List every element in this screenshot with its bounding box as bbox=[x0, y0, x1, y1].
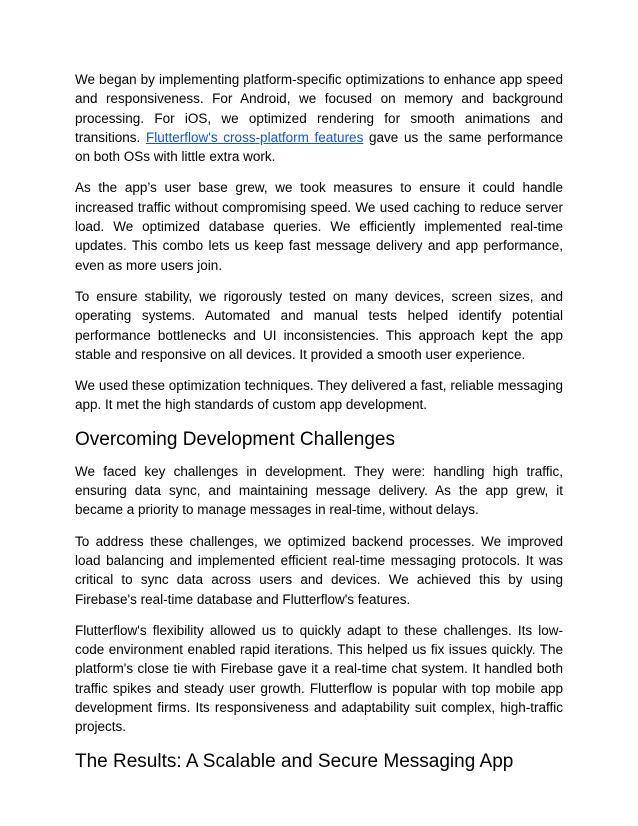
flutterflow-cross-platform-link[interactable]: Flutterflow's cross-platform features bbox=[146, 129, 364, 145]
heading-overcoming-challenges: Overcoming Development Challenges bbox=[75, 428, 395, 450]
paragraph-scaling-traffic: As the app’s user base grew, we took measures to ensure it could handle increased traffic without compromising speed. We used caching to reduce server load. We optimized database queries. We efficiently implemented real-time updates. This combo lets us keep fast message delivery and app performance, even as more users join. bbox=[75, 180, 563, 273]
paragraph-testing-stability: To ensure stability, we rigorously tested on many devices, screen sizes, and operating systems. Automated and manual tests helped identify potential performance bottlenecks and UI inconsistencies. This approach kept the app stable and responsive on all devices. It provided a smooth user experience. bbox=[75, 288, 563, 362]
paragraph-text: gave us the same performance on both OSs with little extra work. bbox=[75, 129, 564, 165]
paragraph-text: We began by implementing platform-specific optimizations to enhance app speed and responsiveness. For Android, we focused on memory and background processing. For iOS, we optimized rendering for smooth animations and transitions. bbox=[75, 72, 563, 145]
heading-results: The Results: A Scalable and Secure Messaging App bbox=[75, 750, 514, 772]
paragraph-flutterflow-flexibility: Flutterflow's flexibility allowed us to quickly adapt to these challenges. Its low-code environment enabled rapid iterations. This helped us fix issues quickly. The platform's close tie with Firebase gave it a real-time chat system. It handled both traffic spikes and steady user growth. Flutterflow is popular with top mobile app development firms. Its responsiveness and adaptability suit complex, high-traffic projects. bbox=[75, 622, 563, 735]
paragraph-key-challenges: We faced key challenges in development. They were: handling high traffic, ensuring data sync, and maintaining message delivery. As the app grew, it became a priority to manage messages in real-time, without delays. bbox=[75, 463, 563, 518]
paragraph-platform-optimizations bbox=[75, 70, 563, 166]
paragraph-addressing-challenges: To address these challenges, we optimized backend processes. We improved load balancing and implemented efficient real-time messaging protocols. It was critical to sync data across users and devices. We achieved this by using Firebase's real-time database and Flutterflow's features. bbox=[75, 533, 563, 607]
document-body bbox=[75, 70, 563, 784]
paragraph-optimization-summary: We used these optimization techniques. They delivered a fast, reliable messaging app. It met the high standards of custom app development. bbox=[75, 378, 563, 413]
